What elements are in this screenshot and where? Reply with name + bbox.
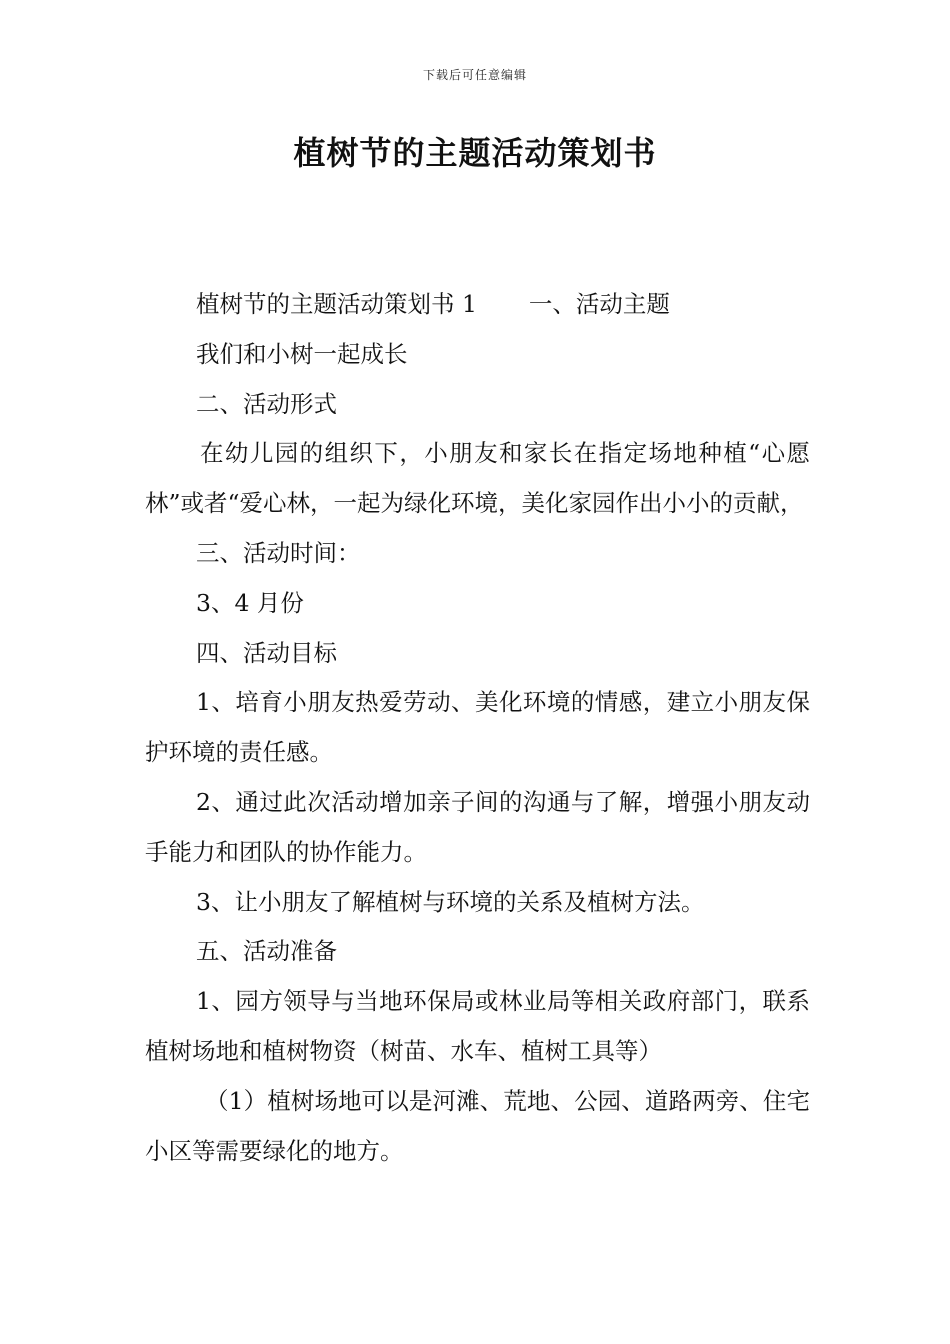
document-subtitle: 植树节的主题活动策划书 1	[196, 290, 477, 318]
intro-line	[145, 280, 810, 330]
page-header-note: 下载后可任意编辑	[422, 68, 527, 82]
section-heading-preparation: 五、活动准备	[196, 937, 337, 966]
section-heading-goals: 四、活动目标	[196, 638, 337, 667]
section-heading-theme: 一、活动主题	[528, 290, 670, 318]
paragraph-preparation-1: 1、园方领导与当地环保局或林业局等相关政府部门，联系植树场地和植树物资（树苗、水车、植树工具等）	[145, 987, 810, 1065]
paragraph-theme-text: 我们和小树一起成长	[196, 339, 408, 368]
paragraph-form-text: 在幼儿园的组织下，小朋友和家长在指定场地种植“心愿林”或者“爱心林，一起为绿化环境，美化家园作出小小的贡献，	[145, 439, 810, 518]
section-heading-form: 二、活动形式	[196, 389, 337, 418]
section-heading-time: 三、活动时间：	[196, 538, 361, 567]
paragraph-preparation-1-sub-1: （1）植树场地可以是河滩、荒地、公园、道路两旁、住宅小区等需要绿化的地方。	[145, 1086, 810, 1165]
paragraph-goal-2: 2、通过此次活动增加亲子间的沟通与了解，增强小朋友动手能力和团队的协作能力。	[145, 787, 810, 866]
paragraph-time-text: 3、4 月份	[196, 588, 304, 617]
paragraph-goal-1: 1、培育小朋友热爱劳动、美化环境的情感，建立小朋友保护环境的责任感。	[145, 688, 810, 767]
document-body	[145, 280, 810, 1176]
paragraph-goal-3: 3、让小朋友了解植树与环境的关系及植树方法。	[196, 887, 705, 916]
document-title: 植树节的主题活动策划书	[293, 134, 657, 172]
